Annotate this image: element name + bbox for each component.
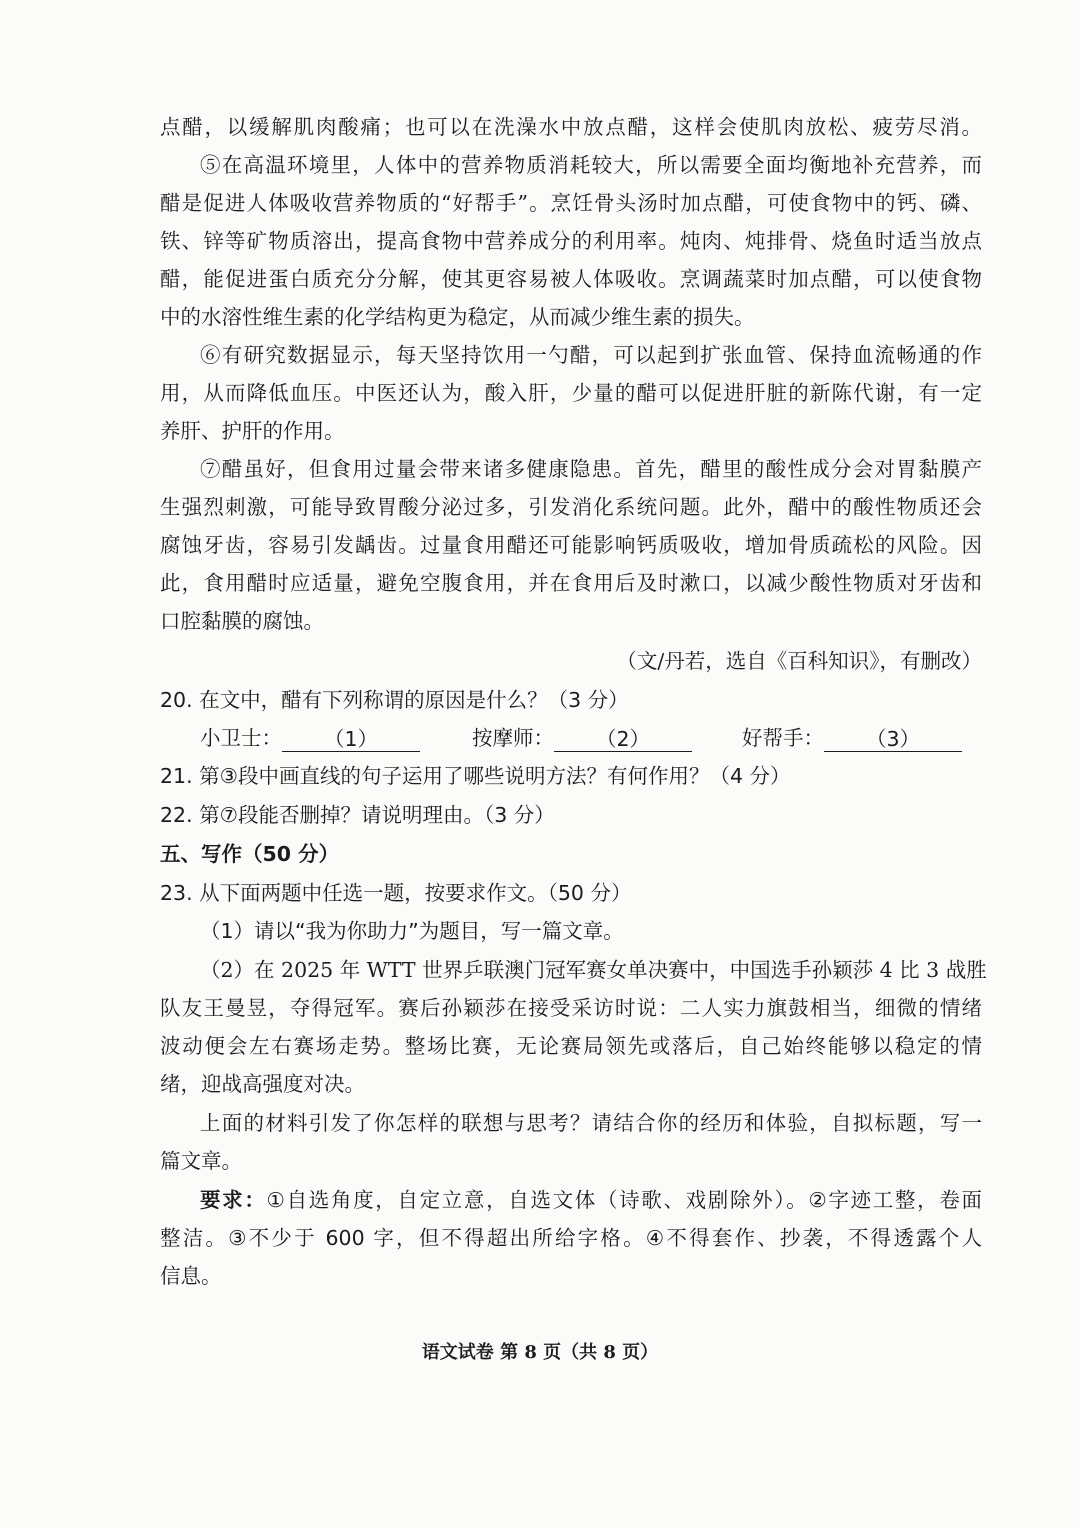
writing-option-2-line: 绪，迎战高强度对决。 — [160, 1072, 365, 1096]
passage-line: 口腔黏膜的腐蚀。 — [160, 609, 324, 633]
answer-blank-3[interactable]: （3） — [824, 725, 962, 752]
writing-requirements-line: 整洁。③不少于 600 字，但不得超出所给字格。④不得套作、抄袭，不得透露个人 — [160, 1226, 982, 1250]
passage-line: 醋是促进人体吸收营养物质的“好帮手”。烹饪骨头汤时加点醋，可使食物中的钙、磷、 — [160, 191, 982, 215]
question-21: 21. 第③段中画直线的句子运用了哪些说明方法？有何作用？（4 分） — [160, 764, 791, 788]
question-20-blanks — [200, 724, 1000, 752]
passage-line: 铁、锌等矿物质溶出，提高食物中营养成分的利用率。炖肉、炖排骨、烧鱼时适当放点 — [160, 229, 982, 253]
writing-requirements-line — [200, 1186, 982, 1214]
passage-source: （文/丹若，选自《百科知识》，有删改） — [616, 649, 982, 673]
passage-paragraph-5-start: ⑤在高温环境里，人体中的营养物质消耗较大，所以需要全面均衡地补充营养，而 — [200, 153, 982, 177]
passage-line: 用，从而降低血压。中医还认为，酸入肝，少量的醋可以促进肝脏的新陈代谢，有一定 — [160, 381, 982, 405]
writing-prompt-line: 上面的材料引发了你怎样的联想与思考？请结合你的经历和体验，自拟标题，写一 — [200, 1111, 982, 1135]
answer-blank-1[interactable]: （1） — [282, 725, 420, 752]
question-22: 22. 第⑦段能否删掉？请说明理由。（3 分） — [160, 803, 555, 827]
blank-item-masseur — [472, 724, 692, 752]
writing-option-2-line: 波动便会左右赛场走势。整场比赛，无论赛局领先或落后，自己始终能够以稳定的情 — [160, 1034, 982, 1058]
passage-line: 中的水溶性维生素的化学结构更为稳定，从而减少维生素的损失。 — [160, 305, 755, 329]
writing-requirements-line: 信息。 — [160, 1264, 222, 1288]
writing-option-2-line: （2）在 2025 年 WTT 世界乒联澳门冠军赛女单决赛中，中国选手孙颖莎 4 比 3 战胜 — [200, 958, 987, 982]
page-footer: 语文试卷 第 8 页（共 8 页） — [421, 1342, 659, 1363]
writing-option-1: （1）请以“我为你助力”为题目，写一篇文章。 — [200, 919, 624, 943]
writing-prompt-line: 篇文章。 — [160, 1149, 242, 1173]
passage-line: 腐蚀牙齿，容易引发龋齿。过量食用醋还可能影响钙质吸收，增加骨质疏松的风险。因 — [160, 533, 982, 557]
passage-paragraph-7-start: ⑦醋虽好，但食用过量会带来诸多健康隐患。首先，醋里的酸性成分会对胃黏膜产 — [200, 457, 982, 481]
section-title-writing: 五、写作（50 分） — [160, 842, 340, 866]
passage-paragraph-6-start: ⑥有研究数据显示，每天坚持饮用一勺醋，可以起到扩张血管、保持血流畅通的作 — [200, 343, 982, 367]
answer-blank-2[interactable]: （2） — [554, 725, 692, 752]
requirements-text: ①自选角度，自定立意，自选文体（诗歌、戏剧除外）。②字迹工整，卷面 — [266, 1188, 982, 1212]
blank-label: 按摩师： — [472, 726, 554, 750]
passage-line: 养肝、护肝的作用。 — [160, 419, 345, 443]
blank-label: 小卫士： — [200, 726, 282, 750]
question-20: 20. 在文中，醋有下列称谓的原因是什么？（3 分） — [160, 688, 629, 712]
requirements-label: 要求： — [200, 1188, 267, 1212]
question-23: 23. 从下面两题中任选一题，按要求作文。（50 分） — [160, 881, 632, 905]
passage-line: 醋，能促进蛋白质充分分解，使其更容易被人体吸收。烹调蔬菜时加点醋，可以使食物 — [160, 267, 982, 291]
blank-item-helper — [742, 724, 962, 752]
blank-item-guard — [200, 724, 420, 752]
passage-line: 此，食用醋时应适量，避免空腹食用，并在食用后及时漱口，以减少酸性物质对牙齿和 — [160, 571, 982, 595]
passage-line: 点醋，以缓解肌肉酸痛；也可以在洗澡水中放点醋，这样会使肌肉放松、疲劳尽消。 — [160, 115, 982, 139]
passage-line: 生强烈刺激，可能导致胃酸分泌过多，引发消化系统问题。此外，醋中的酸性物质还会 — [160, 495, 982, 519]
blank-label: 好帮手： — [742, 726, 824, 750]
writing-option-2-line: 队友王曼昱，夺得冠军。赛后孙颖莎在接受采访时说：二人实力旗鼓相当，细微的情绪 — [160, 996, 982, 1020]
